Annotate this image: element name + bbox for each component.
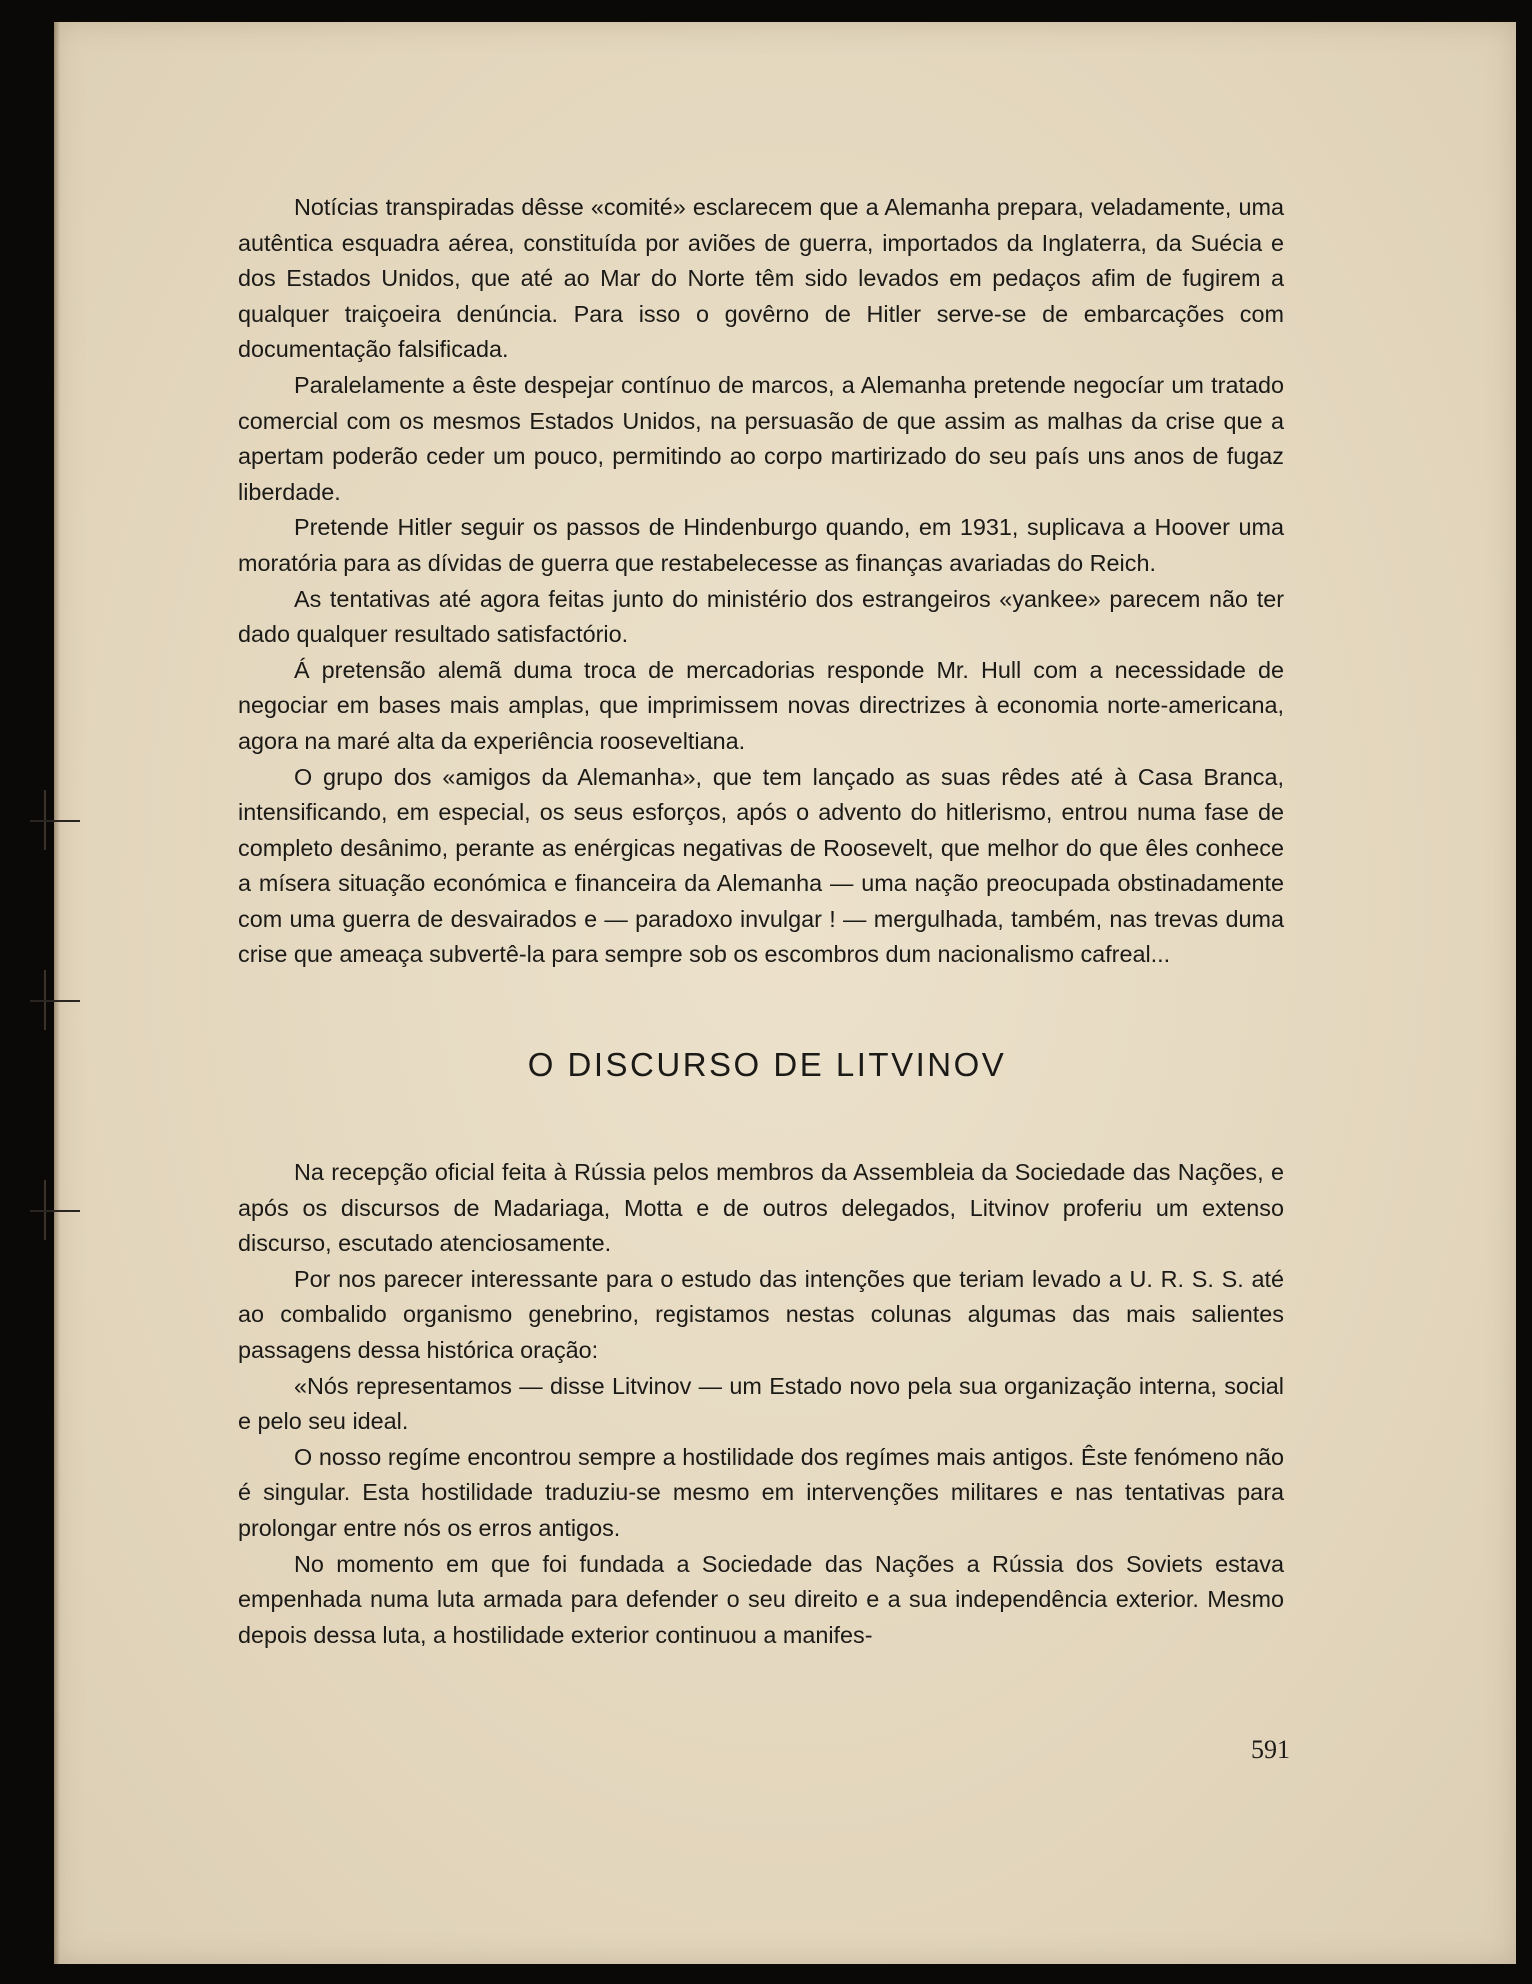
section-heading: O DISCURSO DE LITVINOV xyxy=(527,1046,1007,1084)
body-paragraph: Notícias transpiradas dêsse «comité» esclarecem que a Alemanha prepara, veladamente, uma autêntica esquadra aérea, constituída por aviões de guerra, importados da Inglaterra, da Suécia e dos Estados Unidos, que até ao Mar do Norte têm sido levados em pedaços afim de fugirem a qualquer traiçoeira denúncia. Para isso o govêrno de Hitler serve-se de embarcações com documentação falsificada. xyxy=(238,194,1284,363)
page-number: 591 xyxy=(1251,1735,1290,1764)
body-paragraph: Pretende Hitler seguir os passos de Hindenburgo quando, em 1931, suplicava a Hoover uma moratória para as dívidas de guerra que restabelecesse as finanças avariadas do Reich. xyxy=(238,514,1284,576)
body-paragraph: Á pretensão alemã duma troca de mercadorias responde Mr. Hull com a necessidade de negociar em bases mais amplas, que imprimissem novas directrizes à economia norte-americana, agora na maré alta da experiência rooseveltiana. xyxy=(238,656,1284,754)
binding-thread-mark xyxy=(30,1000,80,1002)
body-paragraph: «Nós representamos — disse Litvinov — um Estado novo pela sua organização interna, social e pelo seu ideal. xyxy=(238,1372,1284,1435)
binding-thread-mark xyxy=(30,820,80,822)
body-paragraph: O grupo dos «amigos da Alemanha», que tem lançado as suas rêdes até à Casa Branca, intensificando, em especial, os seus esforços, após o advento do hitlerismo, entrou numa fase de completo desânimo, perante as enérgicas negativas de Roosevelt, que melhor do que êles conhece a mísera situação económica e financeira da Alemanha — uma nação preocupada obstinadamente com uma guerra de desvairados e — paradoxo invulgar ! — mergulhada, também, nas trevas duma crise que ameaça subvertê-la para sempre sob os escombros dum nacionalismo cafreal... xyxy=(238,763,1284,968)
body-paragraph: Paralelamente a êste despejar contínuo de marcos, a Alemanha pretende negocíar um tratado comercial com os mesmos Estados Unidos, na persuasão de que assim as malhas da crise que a apertam poderão ceder um pouco, permitindo ao corpo martirizado do seu país uns anos de fugaz liberdade. xyxy=(238,371,1284,505)
page-edge-shadow xyxy=(54,22,60,1964)
body-paragraph: Na recepção oficial feita à Rússia pelos membros da Assembleia da Sociedade das Nações, e após os discursos de Madariaga, Motta e de outros delegados, Litvinov proferiu um extenso discurso, escutado atenciosamente. xyxy=(238,1159,1284,1257)
page-text-body xyxy=(238,190,1284,1653)
body-paragraph: As tentativas até agora feitas junto do ministério dos estrangeiros «yankee» parecem não ter dado qualquer resultado satisfactório. xyxy=(238,585,1284,648)
body-paragraph: O nosso regíme encontrou sempre a hostilidade dos regímes mais antigos. Êste fenómeno não é singular. Esta hostilidade traduziu-se mesmo em intervenções militares e nas tentativas para prolongar entre nós os erros antigos. xyxy=(238,1443,1284,1541)
body-paragraph: Por nos parecer interessante para o estudo das intenções que teriam levado a U. R. S. S. até ao combalido organismo genebrino, registamos nestas colunas algumas das mais salientes passagens dessa histórica oração: xyxy=(238,1265,1284,1364)
binding-thread-mark xyxy=(30,1210,80,1212)
body-paragraph: No momento em que foi fundada a Sociedade das Nações a Rússia dos Soviets estava empenhada numa luta armada para defender o seu direito e a sua independência exterior. Mesmo depois dessa luta, a hostilidade exterior continuou a manifes- xyxy=(238,1550,1284,1648)
